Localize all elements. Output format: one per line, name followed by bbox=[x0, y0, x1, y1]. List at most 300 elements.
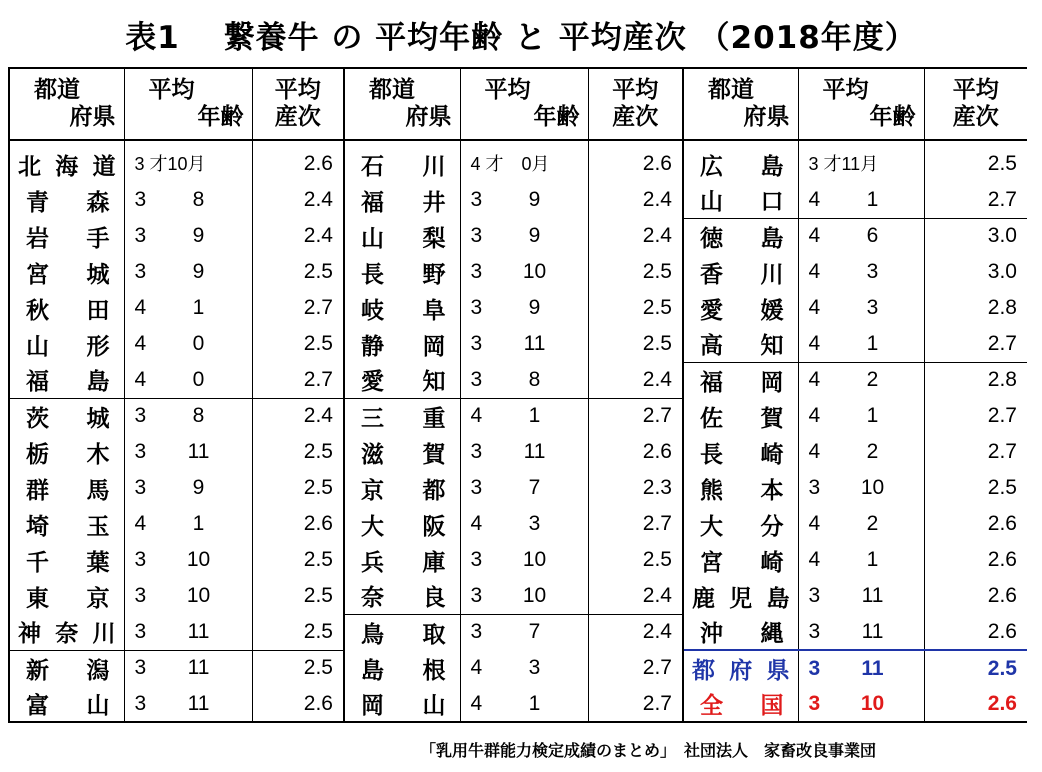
parity-cell: 2.4 bbox=[588, 614, 683, 650]
age-months: 1 bbox=[866, 548, 879, 571]
age-years: 3 bbox=[808, 656, 821, 680]
prefecture-name: 山梨 bbox=[361, 225, 446, 252]
prefecture-cell bbox=[683, 398, 798, 434]
age-years: 4 bbox=[808, 296, 821, 319]
prefecture-name: 都府県 bbox=[692, 658, 790, 684]
parity-cell: 2.5 bbox=[252, 542, 344, 578]
table-row bbox=[9, 326, 1027, 362]
parity-cell: 2.5 bbox=[588, 254, 683, 290]
age-months: 1 bbox=[528, 404, 541, 428]
parity-cell: 2.5 bbox=[924, 146, 1027, 182]
table-row bbox=[9, 542, 1027, 578]
header-age: 平均 年齢 bbox=[124, 68, 252, 140]
table-row bbox=[9, 686, 1027, 722]
prefecture-name: 宮崎 bbox=[700, 549, 784, 576]
age-months: 3 bbox=[866, 296, 879, 319]
prefecture-cell bbox=[9, 542, 124, 578]
prefecture-cell bbox=[344, 290, 460, 326]
age-years: 3 bbox=[470, 260, 483, 283]
age-cell bbox=[124, 650, 252, 686]
prefecture-name: 神奈川 bbox=[18, 621, 116, 648]
age-years: 3 bbox=[134, 188, 147, 211]
table-row bbox=[9, 398, 1027, 434]
age-cell bbox=[460, 182, 588, 218]
parity-cell: 2.5 bbox=[588, 542, 683, 578]
prefecture-name: 福井 bbox=[361, 189, 446, 216]
header-pref: 都道 府県 bbox=[344, 68, 460, 140]
age-months: 11 bbox=[523, 440, 546, 463]
parity-cell: 2.7 bbox=[588, 398, 683, 434]
parity-cell: 2.7 bbox=[924, 398, 1027, 434]
age-cell bbox=[798, 434, 924, 470]
age-months: 11 bbox=[187, 440, 210, 463]
age-cell bbox=[124, 614, 252, 650]
header-parity: 平均 産次 bbox=[252, 68, 344, 140]
age-months: 7 bbox=[528, 476, 541, 499]
parity-cell: 2.5 bbox=[252, 326, 344, 362]
prefecture-cell bbox=[683, 290, 798, 326]
age-months: 1 bbox=[866, 331, 879, 355]
prefecture-cell bbox=[683, 578, 798, 614]
age-months: 10 bbox=[522, 260, 547, 283]
age-years: 3 bbox=[470, 188, 483, 211]
parity-cell: 3.0 bbox=[924, 218, 1027, 254]
age-cell bbox=[798, 290, 924, 326]
age-years: 4 bbox=[470, 691, 483, 715]
table-row bbox=[9, 506, 1027, 542]
parity-cell: 2.6 bbox=[924, 614, 1027, 650]
age-cell bbox=[460, 362, 588, 398]
prefecture-name: 東京 bbox=[26, 585, 110, 612]
age-years: 4 bbox=[134, 367, 147, 391]
age-years: 3 bbox=[134, 440, 147, 463]
age-years: 4 bbox=[808, 187, 821, 211]
age-years: 4 bbox=[134, 512, 147, 535]
prefecture-name: 岩手 bbox=[26, 225, 110, 252]
age-cell bbox=[124, 290, 252, 326]
age-months: 8 bbox=[192, 404, 205, 428]
prefecture-name: 沖縄 bbox=[700, 621, 784, 647]
prefecture-name: 福岡 bbox=[700, 369, 784, 396]
parity-cell: 2.6 bbox=[252, 506, 344, 542]
header-parity: 平均 産次 bbox=[924, 68, 1027, 140]
prefecture-cell bbox=[9, 182, 124, 218]
age-cell bbox=[460, 506, 588, 542]
header-pref: 都道 府県 bbox=[9, 68, 124, 140]
parity-cell: 2.6 bbox=[924, 542, 1027, 578]
age-cell bbox=[798, 254, 924, 290]
age-cell bbox=[460, 146, 588, 182]
prefecture-cell bbox=[9, 650, 124, 686]
prefecture-cell bbox=[344, 254, 460, 290]
age-months: 9 bbox=[528, 224, 541, 247]
parity-cell: 2.5 bbox=[252, 470, 344, 506]
age-months: 0 bbox=[192, 332, 205, 355]
table-row bbox=[9, 146, 1027, 182]
age-years: 3 bbox=[808, 476, 821, 499]
parity-cell: 2.5 bbox=[588, 290, 683, 326]
age-months: 11 bbox=[187, 691, 210, 715]
age-months: 7 bbox=[528, 620, 541, 644]
age-years: 3 bbox=[470, 332, 483, 355]
age-cell bbox=[798, 542, 924, 578]
parity-cell: 2.7 bbox=[252, 290, 344, 326]
age-years: 4 bbox=[808, 440, 821, 463]
prefecture-cell bbox=[9, 614, 124, 650]
age-months: 9 bbox=[528, 296, 541, 319]
parity-cell: 2.8 bbox=[924, 362, 1027, 398]
prefecture-cell bbox=[683, 614, 798, 650]
age-years: 4 bbox=[470, 656, 483, 679]
age-cell bbox=[798, 218, 924, 254]
parity-cell: 2.6 bbox=[252, 686, 344, 722]
parity-cell: 2.4 bbox=[588, 362, 683, 398]
prefecture-name: 宮城 bbox=[26, 261, 110, 288]
age-cell bbox=[124, 398, 252, 434]
prefecture-cell bbox=[344, 506, 460, 542]
prefecture-cell bbox=[683, 362, 798, 398]
prefecture-name: 栃木 bbox=[26, 441, 110, 468]
age-months: 10 bbox=[860, 691, 885, 715]
age-cell bbox=[798, 470, 924, 506]
prefecture-name: 静岡 bbox=[361, 333, 446, 360]
age-cell bbox=[798, 398, 924, 434]
parity-cell: 2.6 bbox=[924, 686, 1027, 722]
prefecture-name: 茨城 bbox=[26, 405, 110, 432]
age-years: 3 bbox=[470, 476, 483, 499]
prefecture-cell bbox=[344, 326, 460, 362]
prefecture-name: 全国 bbox=[700, 693, 784, 719]
prefecture-cell bbox=[9, 578, 124, 614]
age-years: 3 bbox=[470, 367, 483, 391]
age-cell bbox=[124, 182, 252, 218]
age-years: 4 bbox=[134, 296, 147, 319]
age-months: 9 bbox=[528, 188, 541, 211]
age-cell bbox=[124, 362, 252, 398]
age-months: 9 bbox=[192, 476, 205, 499]
prefecture-cell bbox=[9, 686, 124, 722]
parity-cell: 3.0 bbox=[924, 254, 1027, 290]
age-years: 4 bbox=[808, 224, 821, 248]
table-row bbox=[9, 182, 1027, 218]
header-parity: 平均 産次 bbox=[588, 68, 683, 140]
age-months: 3 bbox=[528, 656, 541, 679]
age-cell bbox=[798, 182, 924, 218]
age-cell bbox=[124, 254, 252, 290]
prefecture-cell bbox=[344, 146, 460, 182]
age-cell bbox=[460, 254, 588, 290]
age-cell bbox=[460, 398, 588, 434]
age-cell bbox=[798, 578, 924, 614]
parity-cell: 2.4 bbox=[588, 182, 683, 218]
table-row bbox=[9, 614, 1027, 650]
age-cell bbox=[798, 686, 924, 722]
age-cell bbox=[460, 542, 588, 578]
age-months: 1 bbox=[866, 187, 879, 211]
parity-cell: 2.4 bbox=[252, 218, 344, 254]
table-row bbox=[9, 218, 1027, 254]
age-months: 10 bbox=[186, 584, 211, 607]
age-months: 6 bbox=[866, 224, 879, 248]
age-months: 9 bbox=[192, 224, 205, 247]
prefecture-name: 長崎 bbox=[700, 441, 784, 468]
age-years: 3 bbox=[470, 296, 483, 319]
prefecture-name: 大阪 bbox=[361, 513, 446, 540]
prefecture-name: 秋田 bbox=[26, 297, 110, 324]
age-years: 4 bbox=[470, 404, 483, 428]
header-age: 平均 年齢 bbox=[460, 68, 588, 140]
age-months: 2 bbox=[866, 440, 879, 463]
table-row bbox=[9, 362, 1027, 398]
age-years: 3 bbox=[134, 548, 147, 571]
prefecture-cell bbox=[9, 290, 124, 326]
table-row bbox=[9, 290, 1027, 326]
prefecture-name: 島根 bbox=[361, 657, 446, 684]
age-cell bbox=[798, 506, 924, 542]
age-months: 0 bbox=[192, 367, 205, 391]
age-months: 3 bbox=[866, 260, 879, 283]
age-years: 4 bbox=[134, 332, 147, 355]
prefecture-cell bbox=[683, 686, 798, 722]
age-years: 4 bbox=[808, 260, 821, 283]
age-months: 9 bbox=[192, 260, 205, 283]
age-cell bbox=[798, 146, 924, 182]
prefecture-name: 広島 bbox=[700, 153, 784, 180]
age-months: 8 bbox=[192, 188, 205, 211]
age-months: 11 bbox=[187, 619, 210, 643]
age-cell bbox=[124, 470, 252, 506]
age-months: 11 bbox=[523, 332, 546, 355]
age-cell bbox=[460, 290, 588, 326]
age-months: 10 bbox=[860, 476, 885, 499]
age-months: 11 bbox=[861, 656, 884, 680]
parity-cell: 2.7 bbox=[252, 362, 344, 398]
prefecture-cell bbox=[9, 218, 124, 254]
prefecture-cell bbox=[683, 182, 798, 218]
parity-cell: 2.8 bbox=[924, 290, 1027, 326]
prefecture-name: 岡山 bbox=[361, 693, 446, 719]
age-years: 3 bbox=[470, 548, 483, 571]
header-age: 平均 年齢 bbox=[798, 68, 924, 140]
prefecture-cell bbox=[344, 542, 460, 578]
age-cell bbox=[798, 326, 924, 362]
prefecture-cell bbox=[683, 542, 798, 578]
prefecture-cell bbox=[344, 650, 460, 686]
table-row bbox=[9, 254, 1027, 290]
prefecture-cell bbox=[9, 254, 124, 290]
age-months: 1 bbox=[192, 512, 205, 535]
age-months: 2 bbox=[866, 368, 879, 392]
age-years: 3 bbox=[470, 583, 483, 607]
prefecture-cell bbox=[344, 398, 460, 434]
prefecture-cell bbox=[344, 470, 460, 506]
prefecture-name: 滋賀 bbox=[361, 441, 446, 468]
age-years: 3 bbox=[134, 260, 147, 283]
parity-cell: 2.7 bbox=[588, 650, 683, 686]
prefecture-name: 千葉 bbox=[26, 549, 110, 576]
prefecture-cell bbox=[344, 182, 460, 218]
prefecture-cell bbox=[344, 686, 460, 722]
header-row bbox=[9, 68, 1027, 140]
age-years: 3 bbox=[808, 584, 821, 607]
age-months: 10 bbox=[186, 548, 211, 571]
prefecture-cell bbox=[683, 650, 798, 686]
prefecture-name: 熊本 bbox=[700, 477, 784, 504]
parity-cell: 2.5 bbox=[252, 254, 344, 290]
parity-cell: 2.7 bbox=[924, 182, 1027, 218]
age-years: 3 bbox=[134, 691, 147, 715]
parity-cell: 2.5 bbox=[252, 614, 344, 650]
prefecture-cell bbox=[683, 254, 798, 290]
age-years: 3 bbox=[134, 619, 147, 643]
parity-cell: 2.3 bbox=[588, 470, 683, 506]
livestock-table bbox=[8, 67, 1027, 723]
parity-cell: 2.6 bbox=[924, 578, 1027, 614]
prefecture-name: 鳥取 bbox=[361, 621, 446, 648]
age-cell bbox=[460, 614, 588, 650]
age-years: 3 bbox=[808, 691, 821, 715]
parity-cell: 2.4 bbox=[588, 578, 683, 614]
prefecture-name: 奈良 bbox=[361, 585, 446, 612]
age-years: 3 bbox=[470, 440, 483, 463]
prefecture-name: 長野 bbox=[361, 261, 446, 288]
age-months: 11 bbox=[861, 584, 884, 607]
prefecture-name: 岐阜 bbox=[361, 297, 446, 324]
parity-cell: 2.4 bbox=[252, 182, 344, 218]
parity-cell: 2.5 bbox=[924, 470, 1027, 506]
prefecture-name: 京都 bbox=[361, 477, 446, 504]
age-months: 11 bbox=[187, 656, 210, 680]
prefecture-cell bbox=[9, 398, 124, 434]
age-years: 3 bbox=[134, 476, 147, 499]
age-months: 1 bbox=[528, 691, 541, 715]
age-years: 3 bbox=[134, 584, 147, 607]
prefecture-cell bbox=[683, 146, 798, 182]
parity-cell: 2.5 bbox=[252, 578, 344, 614]
prefecture-cell bbox=[344, 362, 460, 398]
age-years: 3 bbox=[470, 224, 483, 247]
parity-cell: 2.6 bbox=[588, 146, 683, 182]
prefecture-name: 石川 bbox=[361, 153, 446, 180]
age-cell bbox=[460, 578, 588, 614]
age-cell bbox=[124, 326, 252, 362]
age-years: 3 bbox=[808, 619, 821, 643]
prefecture-name: 高知 bbox=[700, 333, 784, 360]
parity-cell: 2.6 bbox=[924, 506, 1027, 542]
age-months: 11 bbox=[861, 619, 884, 643]
prefecture-cell bbox=[683, 506, 798, 542]
age-months: 1 bbox=[192, 296, 205, 319]
age-cell bbox=[460, 686, 588, 722]
age-cell bbox=[124, 506, 252, 542]
prefecture-name: 大分 bbox=[700, 513, 784, 540]
prefecture-name: 福島 bbox=[26, 369, 110, 396]
age-years: 4 bbox=[470, 512, 483, 535]
age-months: 10 bbox=[522, 583, 547, 607]
age-months: 10 bbox=[522, 548, 547, 571]
age-years: 3 bbox=[470, 620, 483, 644]
age-value: 3 才10月 bbox=[134, 154, 206, 174]
age-cell bbox=[124, 686, 252, 722]
parity-cell: 2.4 bbox=[252, 398, 344, 434]
prefecture-name: 兵庫 bbox=[361, 549, 446, 576]
age-years: 4 bbox=[808, 548, 821, 571]
prefecture-name: 鹿児島 bbox=[692, 585, 790, 612]
parity-cell: 2.6 bbox=[252, 146, 344, 182]
age-cell bbox=[798, 614, 924, 650]
age-months: 8 bbox=[528, 367, 541, 391]
age-cell bbox=[460, 218, 588, 254]
prefecture-name: 愛媛 bbox=[700, 297, 784, 324]
age-months: 2 bbox=[866, 512, 879, 535]
age-cell bbox=[124, 434, 252, 470]
age-value: 4 才 0月 bbox=[470, 154, 550, 174]
parity-cell: 2.7 bbox=[924, 434, 1027, 470]
age-value: 3 才11月 bbox=[808, 154, 879, 174]
prefecture-name: 徳島 bbox=[700, 225, 784, 252]
prefecture-cell bbox=[683, 434, 798, 470]
age-cell bbox=[798, 650, 924, 686]
prefecture-name: 愛知 bbox=[361, 369, 446, 396]
age-months: 3 bbox=[528, 512, 541, 535]
prefecture-cell bbox=[9, 326, 124, 362]
prefecture-cell bbox=[344, 578, 460, 614]
prefecture-cell bbox=[683, 218, 798, 254]
parity-cell: 2.5 bbox=[252, 650, 344, 686]
prefecture-name: 佐賀 bbox=[700, 405, 784, 432]
page-title: 表1 繋養牛 の 平均年齢 と 平均産次 （2018年度） bbox=[125, 20, 917, 56]
parity-cell: 2.7 bbox=[924, 326, 1027, 362]
age-years: 4 bbox=[808, 331, 821, 355]
parity-cell: 2.5 bbox=[252, 434, 344, 470]
age-cell bbox=[460, 326, 588, 362]
age-years: 3 bbox=[134, 404, 147, 428]
prefecture-name: 新潟 bbox=[26, 657, 110, 684]
header-pref: 都道 府県 bbox=[683, 68, 798, 140]
parity-cell: 2.4 bbox=[588, 218, 683, 254]
prefecture-cell bbox=[683, 326, 798, 362]
age-years: 3 bbox=[134, 224, 147, 247]
prefecture-cell bbox=[9, 470, 124, 506]
age-cell bbox=[124, 146, 252, 182]
prefecture-name: 群馬 bbox=[26, 477, 110, 504]
age-years: 4 bbox=[808, 404, 821, 427]
table-row bbox=[9, 650, 1027, 686]
age-years: 3 bbox=[134, 656, 147, 680]
prefecture-cell bbox=[9, 146, 124, 182]
table-row bbox=[9, 434, 1027, 470]
age-cell bbox=[124, 218, 252, 254]
parity-cell: 2.5 bbox=[924, 650, 1027, 686]
prefecture-cell bbox=[344, 614, 460, 650]
table-row bbox=[9, 470, 1027, 506]
age-cell bbox=[460, 434, 588, 470]
parity-cell: 2.7 bbox=[588, 686, 683, 722]
age-cell bbox=[460, 470, 588, 506]
prefecture-name: 三重 bbox=[361, 405, 446, 432]
prefecture-name: 山形 bbox=[26, 333, 110, 360]
prefecture-name: 香川 bbox=[700, 261, 784, 288]
source-footer: 「乳用牛群能力検定成績のまとめ」 社団法人 家畜改良事業団 bbox=[420, 741, 877, 760]
age-cell bbox=[460, 650, 588, 686]
prefecture-name: 山口 bbox=[700, 189, 784, 216]
parity-cell: 2.6 bbox=[588, 434, 683, 470]
age-years: 4 bbox=[808, 368, 821, 392]
age-years: 4 bbox=[808, 512, 821, 535]
age-cell bbox=[124, 578, 252, 614]
prefecture-cell bbox=[683, 470, 798, 506]
prefecture-name: 青森 bbox=[26, 189, 110, 216]
